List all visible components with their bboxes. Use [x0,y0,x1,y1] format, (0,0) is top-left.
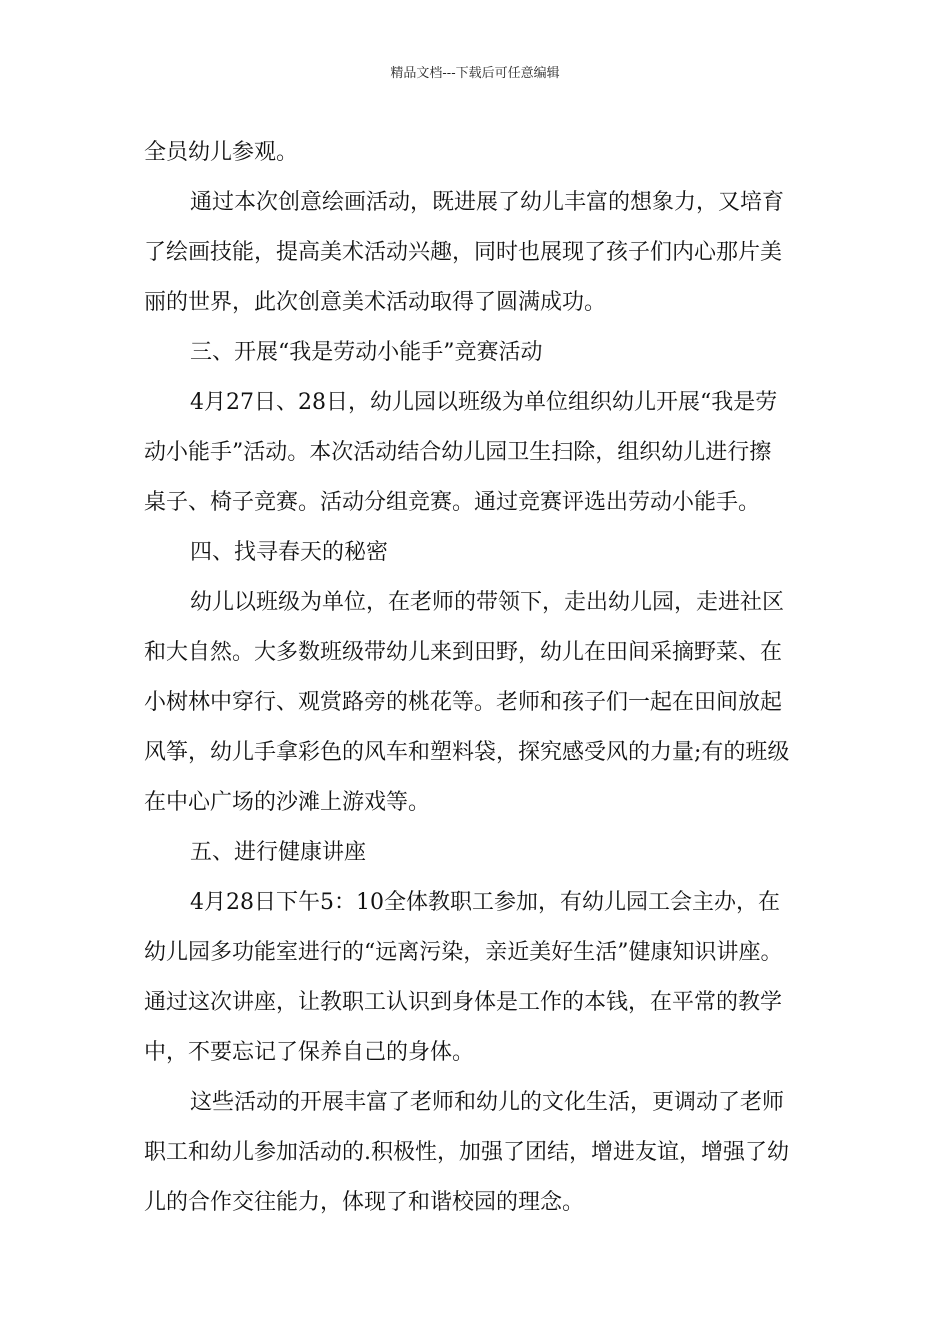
text-line: 在中心广场的沙滩上游戏等。 [144,790,431,815]
text-line: 职工和幼儿参加活动的.积极性，加强了团结，增进友谊，增强了幼 [144,1140,789,1165]
text-line: 儿的合作交往能力，体现了和谐校园的理念。 [144,1190,585,1215]
text-line: 桌子、椅子竞赛。活动分组竞赛。通过竞赛评选出劳动小能手。 [144,490,761,515]
text-line: 了绘画技能，提高美术活动兴趣，同时也展现了孩子们内心那片美 [144,240,783,265]
text-line: 中，不要忘记了保养自己的身体。 [144,1040,475,1065]
text-line: 通过这次讲座，让教职工认识到身体是工作的本钱，在平常的教学 [144,990,783,1015]
text-line: 4月27日、28日，幼儿园以班级为单位组织幼儿开展“我是劳 [190,390,778,415]
text-line: 丽的世界，此次创意美术活动取得了圆满成功。 [144,290,607,315]
text-line: 通过本次创意绘画活动，既进展了幼儿丰富的想象力，又培育 [190,190,785,215]
text-line: 风筝，幼儿手拿彩色的风车和塑料袋，探究感受风的力量;有的班级 [144,740,790,765]
text-line: 幼儿以班级为单位，在老师的带领下，走出幼儿园，走进社区 [190,590,785,615]
text-line: 和大自然。大多数班级带幼儿来到田野，幼儿在田间采摘野菜、在 [144,640,783,665]
section-heading: 五、进行健康讲座 [190,840,367,865]
text-line: 小树林中穿行、观赏路旁的桃花等。老师和孩子们一起在田间放起 [144,690,783,715]
text-line: 全员幼儿参观。 [144,140,299,165]
text-line: 4月28日下午5：10全体教职工参加，有幼儿园工会主办，在 [190,890,780,915]
page-header: 精品文档---下载后可任意编辑 [390,66,560,81]
text-line: 幼儿园多功能室进行的“远离污染，亲近美好生活”健康知识讲座。 [144,940,783,965]
section-heading: 四、找寻春天的秘密 [190,540,389,565]
section-heading: 三、开展“我是劳动小能手”竞赛活动 [190,340,543,365]
text-line: 动小能手”活动。本次活动结合幼儿园卫生扫除，组织幼儿进行擦 [144,440,772,465]
text-line: 这些活动的开展丰富了老师和幼儿的文化生活，更调动了老师 [190,1090,785,1115]
document-body [144,128,834,1228]
